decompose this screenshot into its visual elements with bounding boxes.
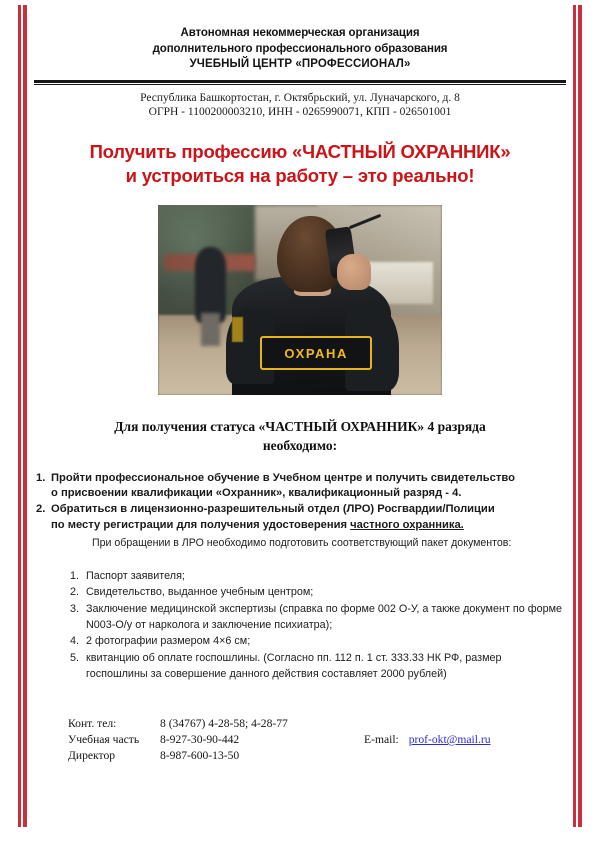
requirement-1-number: 1. xyxy=(36,471,46,484)
contact-academic-label: Учебная часть xyxy=(68,733,140,747)
requirement-2-subtext-underlined: частного охранника. xyxy=(350,518,464,531)
document-4-text: 2 фотографии размером 4×6 см; xyxy=(86,635,251,648)
document-2-number: 2. xyxy=(70,586,80,599)
document-4-number: 4. xyxy=(70,635,80,648)
contact-director-value: 8-987-600-13-50 xyxy=(160,749,240,763)
email-row xyxy=(364,732,491,748)
document-5-number: 5. xyxy=(70,651,80,664)
requirement-item-2 xyxy=(34,502,566,532)
contact-row xyxy=(68,716,342,732)
email-link[interactable]: prof-okt@mail.ru xyxy=(408,733,491,747)
requirement-2-text: Обратиться в лицензионно-разрешительный отдел (ЛРО) Росгвардии/Полиции xyxy=(51,503,495,516)
status-requirements-heading xyxy=(34,417,566,455)
contact-academic-value: 8-927-30-90-442 xyxy=(160,733,240,747)
status-heading-line-1: Для получения статуса «ЧАСТНЫЙ ОХРАННИК» 4 разряда xyxy=(114,418,486,434)
requirements-list xyxy=(34,471,566,533)
requirement-2-number: 2. xyxy=(36,503,46,516)
organization-address xyxy=(34,91,566,120)
requirement-item-1 xyxy=(34,471,566,501)
contact-table xyxy=(68,716,342,765)
contact-block xyxy=(34,716,566,765)
right-border-outer-band xyxy=(573,5,576,827)
photo-container xyxy=(34,205,566,395)
document-1-text: Паспорт заявителя; xyxy=(86,569,185,582)
documents-list xyxy=(34,568,566,683)
email-label: E-mail: xyxy=(364,733,399,747)
org-name-line-3: УЧЕБНЫЙ ЦЕНТР «ПРОФЕССИОНАЛ» xyxy=(189,58,411,71)
left-border-outer-band xyxy=(18,5,21,827)
lro-package-note: При обращении в ЛРО необходимо подготовить соответствующий пакет документов: xyxy=(92,536,512,549)
promo-headline-line-2: и устроиться на работу – это реально! xyxy=(125,164,475,186)
document-1-number: 1. xyxy=(70,569,80,582)
document-item xyxy=(34,601,566,634)
org-name-line-1: Автономная некоммерческая организация xyxy=(180,27,420,39)
guard-sleeve-patch xyxy=(232,317,243,342)
document-2-text: Свидетельство, выданное учебным центром; xyxy=(86,586,314,599)
document-3-number: 3. xyxy=(70,602,80,615)
photo-background-person xyxy=(195,247,226,323)
requirement-1-text: Пройти профессиональное обучение в Учебном центре и получить свидетельство xyxy=(51,471,515,484)
contact-row xyxy=(68,732,342,748)
document-item xyxy=(34,650,566,683)
header-divider-rule xyxy=(34,80,566,85)
jacket-badge-text: ОХРАНА xyxy=(284,345,348,361)
organization-header xyxy=(34,0,566,73)
contact-director-label: Директор xyxy=(68,749,116,763)
address-line: Республика Башкортостан, г. Октябрьский, ул. Луначарского, д. 8 xyxy=(140,91,460,104)
document-3-text: Заключение медицинской экспертизы (справка по форме 002 О-У, а также документ по форме xyxy=(86,602,563,615)
jacket-ohrana-badge xyxy=(260,336,372,370)
contact-phone-value: 8 (34767) 4-28-58; 4-28-77 xyxy=(160,716,288,730)
contact-phone-label: Конт. тел: xyxy=(68,716,117,730)
guard-hand xyxy=(337,254,371,290)
promo-headline-line-1: Получить профессию «ЧАСТНЫЙ ОХРАННИК» xyxy=(89,140,511,162)
requirement-2-subtext xyxy=(51,518,566,533)
promo-headline xyxy=(34,140,566,188)
requirement-1-subtext: о присвоении квалификации «Охранник», квалификационный разряд - 4. xyxy=(51,487,462,500)
left-red-border-bar xyxy=(18,5,27,827)
registration-codes-line: ОГРН - 1100200003210, ИНН - 0265990071, КПП - 026501001 xyxy=(148,106,452,119)
org-name-line-2: дополнительного профессионального образования xyxy=(152,42,448,55)
right-red-border-bar xyxy=(573,5,582,827)
photo-background-person-legs xyxy=(201,313,221,345)
document-5-continuation: госпошлины за совершение данного действия составляет 2000 рублей) xyxy=(86,668,447,681)
security-guard-photo xyxy=(158,205,442,395)
document-item xyxy=(34,568,566,584)
right-border-inner-band xyxy=(578,5,582,827)
requirement-2-subtext-prefix: по месту регистрации для получения удостоверения xyxy=(51,518,351,531)
flyer-page xyxy=(34,0,566,849)
document-item xyxy=(34,633,566,649)
contact-row xyxy=(68,748,342,764)
status-heading-line-2: необходимо: xyxy=(262,437,338,453)
document-3-continuation: N003-О/у от нарколога и заключение психиатра); xyxy=(86,619,333,631)
document-5-text: квитанцию об оплате госпошлины. (Согласно пп. 112 п. 1 ст. 333.33 НК РФ, размер xyxy=(86,651,502,664)
document-item xyxy=(34,584,566,600)
left-border-inner-band xyxy=(23,5,27,827)
